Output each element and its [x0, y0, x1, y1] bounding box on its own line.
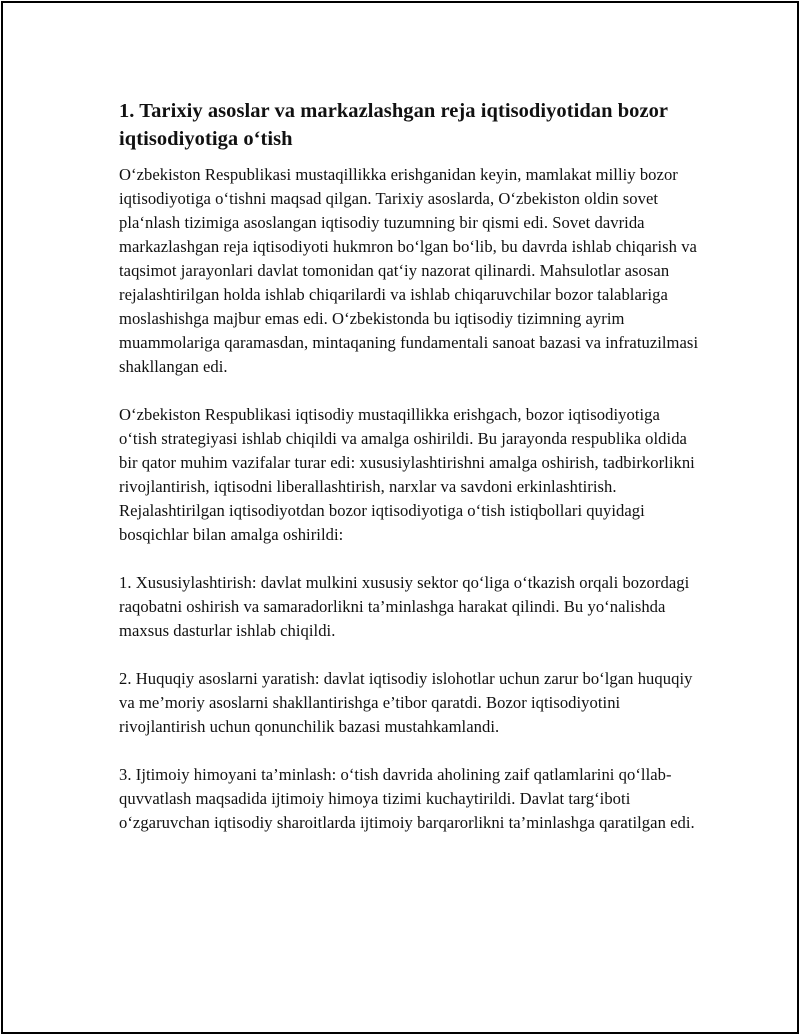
paragraph-history: O‘zbekiston Respublikasi mustaqillikka erishganidan keyin, mamlakat milliy bozor iqtisodiyotiga o‘tishni maqsad qilgan. Tarixiy asoslarda, O‘zbekiston oldin sovet pla‘nlash tizimiga asoslangan iqtisodiy tuzumning bir qismi edi. Sovet davrida markazlashgan reja iqtisodiyoti hukmron bo‘lgan bo‘lib, bu davrda ishlab chiqarish va taqsimot jarayonlari davlat tomonidan qat‘iy nazorat qilinardi. Mahsulotlar asosan rejalashtirilgan holda ishlab chiqarilardi va ishlab chiqaruvchilar bozor talablariga moslashishga majbur emas edi. O‘zbekistonda bu iqtisodiy tizimning ayrim muammolariga qaramasdan, mintaqaning fundamentali sanoat bazasi va infratuzilmasi shakllangan edi.	[119, 165, 699, 376]
section-heading: 1. Tarixiy asoslar va markazlashgan reja iqtisodiyotidan bozor iqtisodiyotiga o‘tish	[119, 100, 668, 150]
list-item-legal-foundations: 2. Huquqiy asoslarni yaratish: davlat iqtisodiy islohotlar uchun zarur bo‘lgan huquqiy va me’moriy asoslarni shakllantirishga e’tibor qaratdi. Bozor iqtisodiyotini rivojlantirish uchun qonunchilik bazasi mustahkamlandi.	[119, 669, 693, 736]
document-body	[119, 97, 699, 859]
paragraph-transition-strategy: O‘zbekiston Respublikasi iqtisodiy mustaqillikka erishgach, bozor iqtisodiyotiga o‘tish strategiyasi ishlab chiqildi va amalga oshirildi. Bu jarayonda respublika oldida bir qator muhim vazifalar turar edi: xususiylashtirishni amalga oshirish, tadbirkorlikni rivojlantirish, iqtisodni liberallashtirish, narxlar va savdoni erkinlashtirish. Rejalashtirilgan iqtisodiyotdan bozor iqtisodiyotiga o‘tish istiqbollari quyidagi bosqichlar bilan amalga oshirildi:	[119, 405, 695, 544]
list-item-privatization: 1. Xususiylashtirish: davlat mulkini xususiy sektor qo‘liga o‘tkazish orqali bozordagi raqobatni oshirish va samaradorlikni ta’minlashga harakat qilindi. Bu yo‘nalishda maxsus dasturlar ishlab chiqildi.	[119, 573, 690, 640]
document-page	[1, 1, 799, 1034]
list-item-social-protection: 3. Ijtimoiy himoyani ta’minlash: o‘tish davrida aholining zaif qatlamlarini qo‘llab-quvvatlash maqsadida ijtimoiy himoya tizimi kuchaytirildi. Davlat targ‘iboti o‘zgaruvchan iqtisodiy sharoitlarda ijtimoiy barqarorlikni ta’minlashga qaratilgan edi.	[119, 765, 695, 832]
